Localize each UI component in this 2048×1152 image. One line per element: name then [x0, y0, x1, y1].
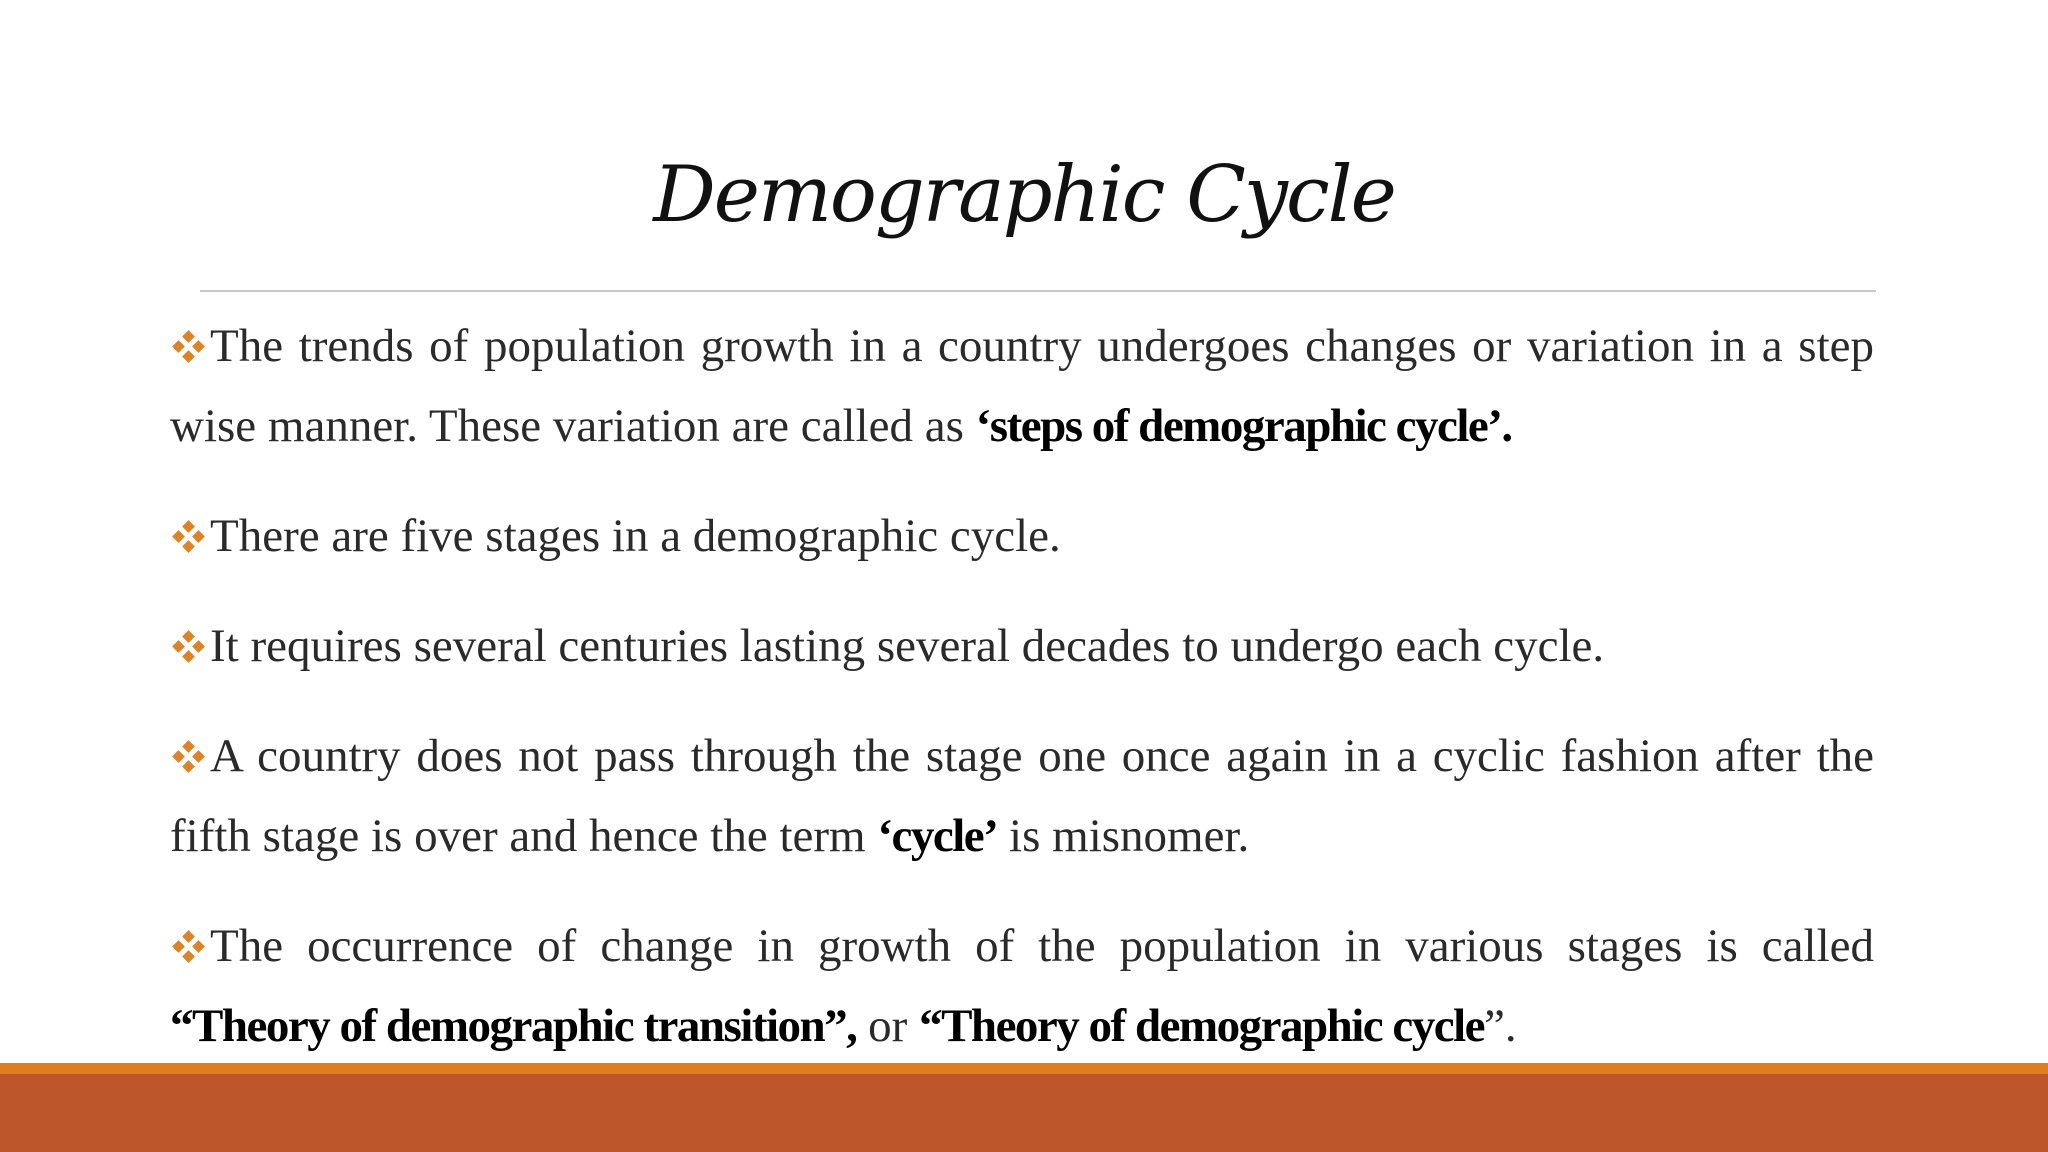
- bullet-item: [170, 606, 1874, 686]
- four-diamond-bullet-icon: [170, 629, 208, 663]
- bullet-emphasis: ‘cycle’: [877, 810, 998, 862]
- bullet-emphasis: ‘steps of demographic cycle’.: [975, 400, 1512, 452]
- four-diamond-bullet-icon: [170, 929, 208, 963]
- bullet-text: It requires several centuries lasting several decades to undergo each cycle.: [210, 620, 1605, 672]
- bullet-item: [170, 306, 1874, 466]
- title-divider: [200, 290, 1876, 292]
- bullet-text: There are five stages in a demographic cycle.: [210, 510, 1061, 562]
- bullet-text: or: [856, 1000, 920, 1052]
- bullet-text: is misnomer.: [997, 810, 1250, 862]
- bullet-emphasis: “Theory of demographic transition”,: [170, 1000, 857, 1052]
- bullet-text: ”.: [1484, 1000, 1517, 1052]
- bottom-accent-bar: [0, 1063, 2048, 1074]
- bullet-list: [170, 306, 1874, 1096]
- slide-title: Demographic Cycle: [653, 150, 1395, 240]
- bullet-text: The occurrence of change in growth of the population in various stages is called: [210, 920, 1874, 972]
- bullet-item: [170, 716, 1874, 876]
- bottom-footer-bar: [0, 1074, 2048, 1152]
- four-diamond-bullet-icon: [170, 329, 208, 363]
- four-diamond-bullet-icon: [170, 739, 208, 773]
- bullet-item: [170, 496, 1874, 576]
- bullet-item: [170, 906, 1874, 1066]
- bullet-emphasis: “Theory of demographic cycle: [919, 1000, 1485, 1052]
- four-diamond-bullet-icon: [170, 519, 208, 553]
- bullet-text: A country does not pass through the stage one once again in a cyclic fashion after the fifth stage is over and hence the term: [170, 730, 1874, 862]
- bullet-text: The trends of population growth in a country undergoes changes or variation in a step wise manner. These variation are called as: [170, 320, 1874, 452]
